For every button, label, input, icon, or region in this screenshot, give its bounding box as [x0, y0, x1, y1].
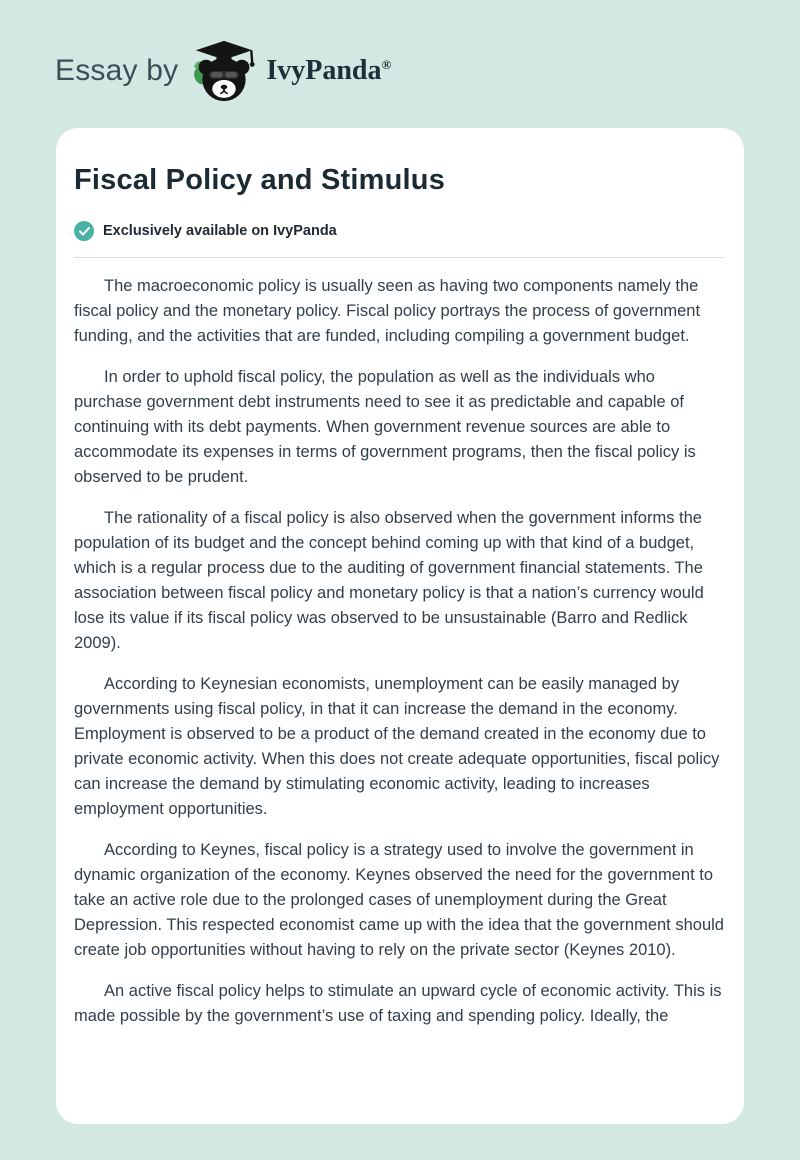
- essay-paragraph: An active fiscal policy helps to stimulate an upward cycle of economic activity. This is made possible by the government’s use of taxing and spending policy. Ideally, the: [74, 982, 722, 1025]
- essay-by-label: Essay by: [55, 54, 179, 87]
- availability-text: Exclusively available on IvyPanda: [103, 223, 337, 239]
- registered-mark: ®: [381, 57, 392, 72]
- essay-paragraph: In order to uphold fiscal policy, the population as well as the individuals who purchase government debt instruments need to see it as predictable and capable of continuing with its debt payments. When government revenue sources are able to accommodate its expenses in terms of government programs, then the fiscal policy is observed to be prudent.: [74, 368, 696, 486]
- availability-badge: [74, 221, 724, 241]
- essay-paragraph: The macroeconomic policy is usually seen as having two components namely the fiscal policy and the monetary policy. Fiscal policy portrays the process of government funding, and the activities that are funded, including compiling a government budget.: [74, 277, 701, 345]
- essay-body: [74, 274, 724, 1029]
- panda-logo-icon: [190, 39, 258, 103]
- essay-title: Fiscal Policy and Stimulus: [74, 164, 446, 196]
- header-divider: [74, 257, 724, 258]
- ivypanda-logo-link[interactable]: [190, 39, 391, 103]
- brand-wordmark: [266, 55, 391, 87]
- page-header: [0, 0, 800, 104]
- essay-card: [56, 128, 744, 1124]
- check-icon: [74, 221, 94, 241]
- brand-name: IvyPanda: [266, 55, 382, 86]
- essay-paragraph: The rationality of a fiscal policy is also observed when the government informs the population of its budget and the concept behind coming up with that kind of a budget, which is a regular process due to the auditing of government financial statements. The association between fiscal policy and monetary policy is that a nation’s currency would lose its value if its fiscal policy was observed to be unsustainable (Barro and Redlick 2009).: [74, 509, 704, 652]
- essay-paragraph: According to Keynesian economists, unemployment can be easily managed by governments using fiscal policy, in that it can increase the demand in the economy. Employment is observed to be a product of the demand created in the economy due to private economic activity. When this does not create adequate opportunities, fiscal policy can increase the demand by stimulating economic activity, leading to increases employment opportunities.: [74, 675, 720, 818]
- essay-paragraph: According to Keynes, fiscal policy is a strategy used to involve the government in dynamic organization of the economy. Keynes observed the need for the government to take an active role due to the prolonged cases of unemployment during the Great Depression. This respected economist came up with the idea that the government should create job opportunities without having to rely on the private sector (Keynes 2010).: [74, 841, 724, 959]
